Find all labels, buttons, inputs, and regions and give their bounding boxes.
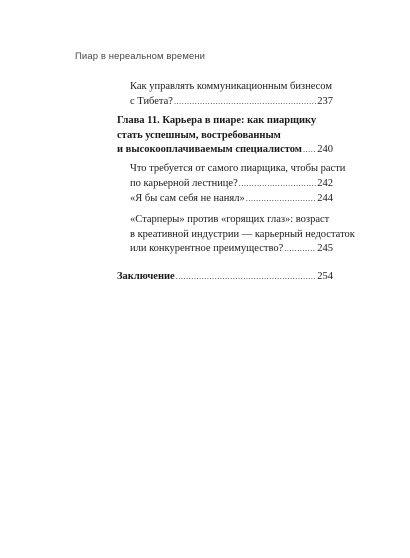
toc-entry-age[interactable]: [130, 213, 355, 257]
page-number: 237: [317, 95, 333, 107]
toc-entry-text-line: Как управлять коммуникационным бизнесом: [130, 81, 332, 92]
toc-entry-self-hire[interactable]: [130, 192, 333, 207]
toc-entry-text-line: Что требуется от самого пиарщика, чтобы расти: [130, 163, 346, 174]
dot-leader: [284, 242, 316, 257]
toc-entry-last-line: [130, 192, 333, 207]
toc-entry-text: с Тибета?: [130, 95, 173, 107]
toc-entry-text: и высокооплачиваемым специалистом: [117, 144, 302, 155]
toc-conclusion[interactable]: [117, 270, 333, 285]
dot-leader: [239, 177, 317, 192]
toc-entry-last-line: [130, 95, 333, 110]
dot-leader: [174, 95, 316, 110]
toc-entry-text: Заключение: [117, 271, 175, 282]
toc-entry-text-line: «Старперы» против «горящих глаз»: возраст: [130, 214, 330, 225]
toc-chapter-11[interactable]: [117, 114, 333, 158]
dot-leader: [303, 143, 316, 158]
toc-entry-text: по карьерной лестнице?: [130, 177, 238, 189]
toc-entry-last-line: [117, 143, 333, 158]
page-number: 244: [317, 193, 333, 204]
page-number: 242: [317, 177, 333, 189]
running-header: Пиар в нереальном времени: [75, 51, 206, 62]
toc-entry-last-line: [130, 177, 333, 192]
page-number: 254: [317, 271, 333, 282]
page-number: 240: [317, 144, 333, 155]
toc-entry-career-ladder[interactable]: [130, 162, 346, 191]
toc-entry-tibet[interactable]: [130, 80, 333, 109]
dot-leader: [246, 192, 317, 207]
toc-entry-text: или конкурентное преимущество?: [130, 243, 284, 254]
toc-entry-text-line: в креативной индустрии — карьерный недостаток: [130, 228, 355, 240]
toc-chapter-title-line: стать успешным, востребованным: [117, 129, 281, 141]
dot-leader: [176, 270, 317, 285]
toc-entry-last-line: [117, 270, 333, 285]
page-number: 245: [317, 243, 333, 254]
toc-chapter-title-line: Глава 11. Карьера в пиаре: как пиарщику: [117, 115, 317, 126]
toc-entry-text: «Я бы сам себя не нанял»: [130, 193, 245, 204]
toc-entry-last-line: [130, 242, 333, 257]
